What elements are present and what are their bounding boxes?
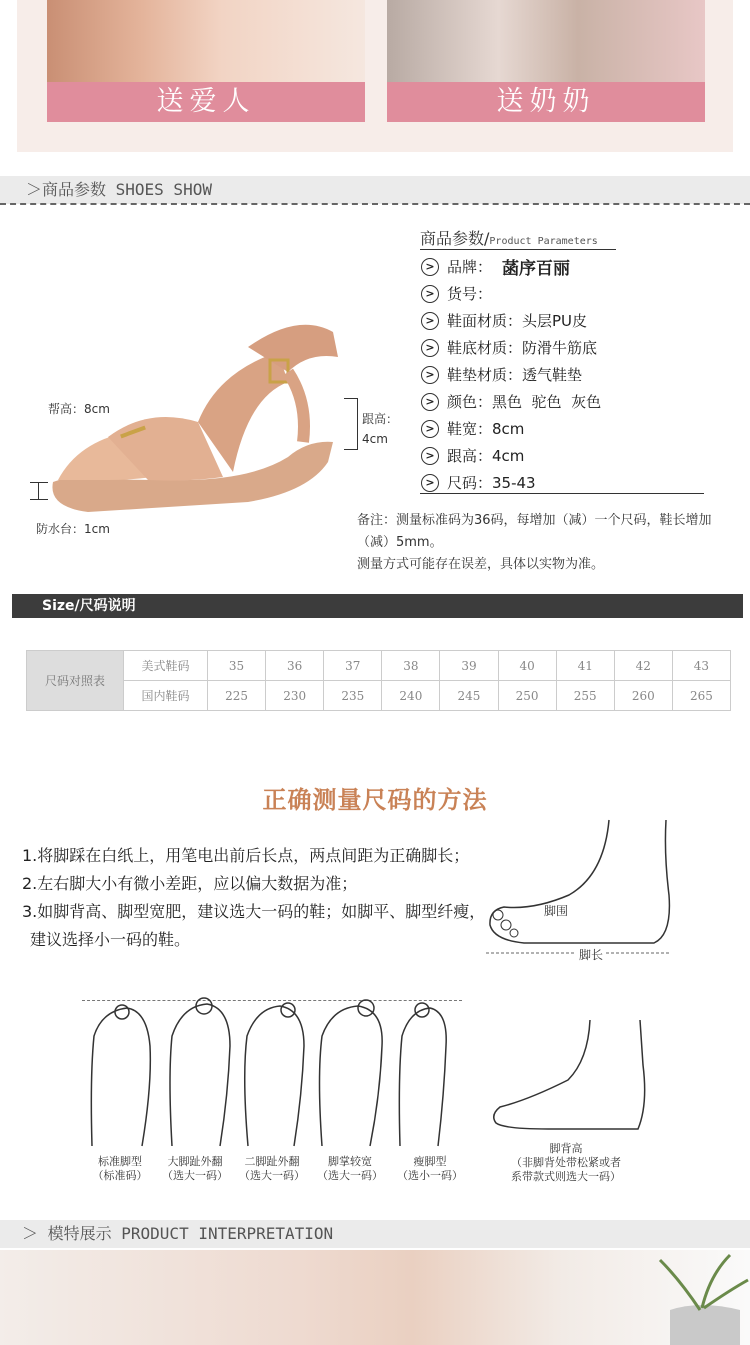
param-value: 防滑牛筋底 [522, 339, 598, 357]
size-section-header: Size/尺码说明 [12, 594, 743, 618]
us-size-cell: 41 [556, 651, 614, 681]
us-size-cell: 37 [324, 651, 382, 681]
param-row [421, 469, 536, 496]
chevron-right-icon: > [421, 474, 439, 492]
model-photo [0, 1250, 750, 1345]
params-bottom-line [420, 493, 704, 494]
chevron-right-icon: > [421, 339, 439, 357]
us-size-cell: 36 [266, 651, 324, 681]
param-key: 鞋垫材质： [447, 366, 523, 384]
size-table-label: 尺码对照表 [27, 651, 124, 711]
cn-size-label: 国内鞋码 [124, 681, 208, 711]
gift-section [17, 0, 733, 152]
params-title-underline [420, 249, 616, 250]
param-row [421, 388, 601, 415]
param-key: 鞋底材质： [447, 339, 523, 357]
sandal-image [48, 312, 348, 522]
param-row [421, 280, 492, 307]
chevron-right-icon: > [421, 447, 439, 465]
cn-size-cell: 225 [208, 681, 266, 711]
howto-title: 正确测量尺码的方法 [262, 786, 488, 814]
param-key: 鞋面材质： [447, 312, 523, 330]
upper-height-label: 帮高：8cm [48, 402, 110, 416]
heel-height-label: 跟高： [362, 412, 399, 426]
cn-size-cell: 255 [556, 681, 614, 711]
cn-size-cell: 260 [614, 681, 672, 711]
cn-size-cell: 265 [672, 681, 730, 711]
param-value: 菡序百丽 [502, 259, 571, 279]
chevron-right-icon: > [421, 366, 439, 384]
platform-bracket-line [38, 482, 39, 500]
param-key: 鞋宽： [447, 420, 493, 438]
param-value: 黑色 驼色 灰色 [492, 393, 602, 411]
foot-type-advice: （选小一码） [397, 1169, 463, 1182]
param-key: 跟高： [447, 447, 493, 465]
platform-label: 防水台：1cm [36, 522, 110, 536]
foot-type-name: 大脚趾外翻 [167, 1155, 223, 1168]
foot-type-caption [80, 1155, 160, 1183]
gift-grandma-banner: 送奶奶 [387, 82, 705, 122]
plant-image [640, 1250, 750, 1345]
param-row [421, 361, 582, 388]
foot-type-name: 脚掌较宽 [328, 1155, 372, 1168]
chevron-right-icon: > [421, 312, 439, 330]
param-row [421, 253, 570, 280]
gift-lover-banner: 送爱人 [47, 82, 365, 122]
us-size-cell: 38 [382, 651, 440, 681]
howto-step: 2.左右脚大小有微小差距，应以偏大数据为准； [22, 874, 358, 893]
cn-size-cell: 245 [440, 681, 498, 711]
foot-type-name: 标准脚型 [98, 1155, 142, 1168]
params-title-en: Product Parameters [489, 236, 598, 247]
params-note: 备注：测量标准码为36码，每增加（减）一个尺码，鞋长增加（减）5mm。 [357, 513, 712, 550]
param-key: 货号： [447, 285, 493, 303]
instep-caption [500, 1142, 632, 1184]
cn-size-cell: 240 [382, 681, 440, 711]
foot-type-advice: （选大一码） [317, 1169, 383, 1182]
foot-type-caption [232, 1155, 312, 1183]
foot-type-advice: （选大一码） [239, 1169, 305, 1182]
param-value: 8cm [492, 419, 525, 438]
heel-height-value: 4cm [362, 432, 388, 446]
param-key: 尺码： [447, 474, 493, 492]
howto-steps [22, 842, 492, 954]
params-section-header: ＞商品参数 SHOES SHOW [0, 176, 750, 204]
chevron-right-icon: > [421, 258, 439, 276]
chevron-right-icon: > [421, 285, 439, 303]
foot-length-diagram [484, 815, 674, 965]
foot-type-caption [310, 1155, 390, 1183]
foot-length-label: 脚长 [576, 946, 606, 963]
model-section-header: ＞ 模特展示 PRODUCT INTERPRETATION [0, 1220, 750, 1248]
instep-note-2: 系带款式则选大一码） [511, 1170, 621, 1183]
platform-bracket [30, 482, 48, 500]
us-size-label: 美式鞋码 [124, 651, 208, 681]
divider [0, 203, 750, 205]
params-title [420, 226, 598, 249]
param-value: 35-43 [492, 473, 536, 492]
heel-height-bracket [344, 398, 358, 450]
foot-type-advice: （标准码） [92, 1169, 148, 1182]
params-note-2: 测量方式可能存在误差，具体以实物为准。 [357, 557, 605, 572]
foot-type-name: 瘦脚型 [413, 1155, 447, 1168]
param-key: 颜色： [447, 393, 493, 411]
cn-size-cell: 230 [266, 681, 324, 711]
param-row [421, 442, 524, 469]
us-size-cell: 40 [498, 651, 556, 681]
cn-size-cell: 235 [324, 681, 382, 711]
grandma-photo [387, 0, 705, 82]
param-key: 品牌： [447, 258, 493, 276]
foot-type-name: 二脚趾外翻 [244, 1155, 300, 1168]
us-size-cell: 35 [208, 651, 266, 681]
us-size-cell: 43 [672, 651, 730, 681]
cn-size-cell: 250 [498, 681, 556, 711]
foot-types-diagram [82, 996, 462, 1148]
params-title-cn: 商品参数/ [420, 229, 490, 248]
param-row [421, 307, 587, 334]
howto-step: 3.如脚背高、脚型宽肥，建议选大一码的鞋；如脚平、脚型纤瘦， [22, 902, 486, 921]
howto-step: 建议选择小一码的鞋。 [30, 930, 191, 949]
param-value: 4cm [492, 446, 525, 465]
foot-type-advice: （选大一码） [162, 1169, 228, 1182]
us-size-cell: 39 [440, 651, 498, 681]
howto-step: 1.将脚踩在白纸上，用笔电出前后长点，两点间距为正确脚长； [22, 846, 470, 865]
param-row [421, 415, 524, 442]
param-row [421, 334, 597, 361]
chevron-right-icon: > [421, 393, 439, 411]
couple-photo [47, 0, 365, 82]
foot-type-caption [390, 1155, 470, 1183]
size-table [26, 650, 731, 711]
foot-type-caption [155, 1155, 235, 1183]
instep-diagram [488, 1015, 648, 1135]
chevron-right-icon: > [421, 420, 439, 438]
us-size-cell: 42 [614, 651, 672, 681]
instep-title: 脚背高 [549, 1142, 583, 1155]
param-value: 头层PU皮 [522, 312, 588, 330]
instep-note: （非脚背处带松紧或者 [511, 1156, 621, 1169]
foot-girth-label: 脚围 [544, 904, 569, 918]
param-value: 透气鞋垫 [522, 366, 583, 384]
